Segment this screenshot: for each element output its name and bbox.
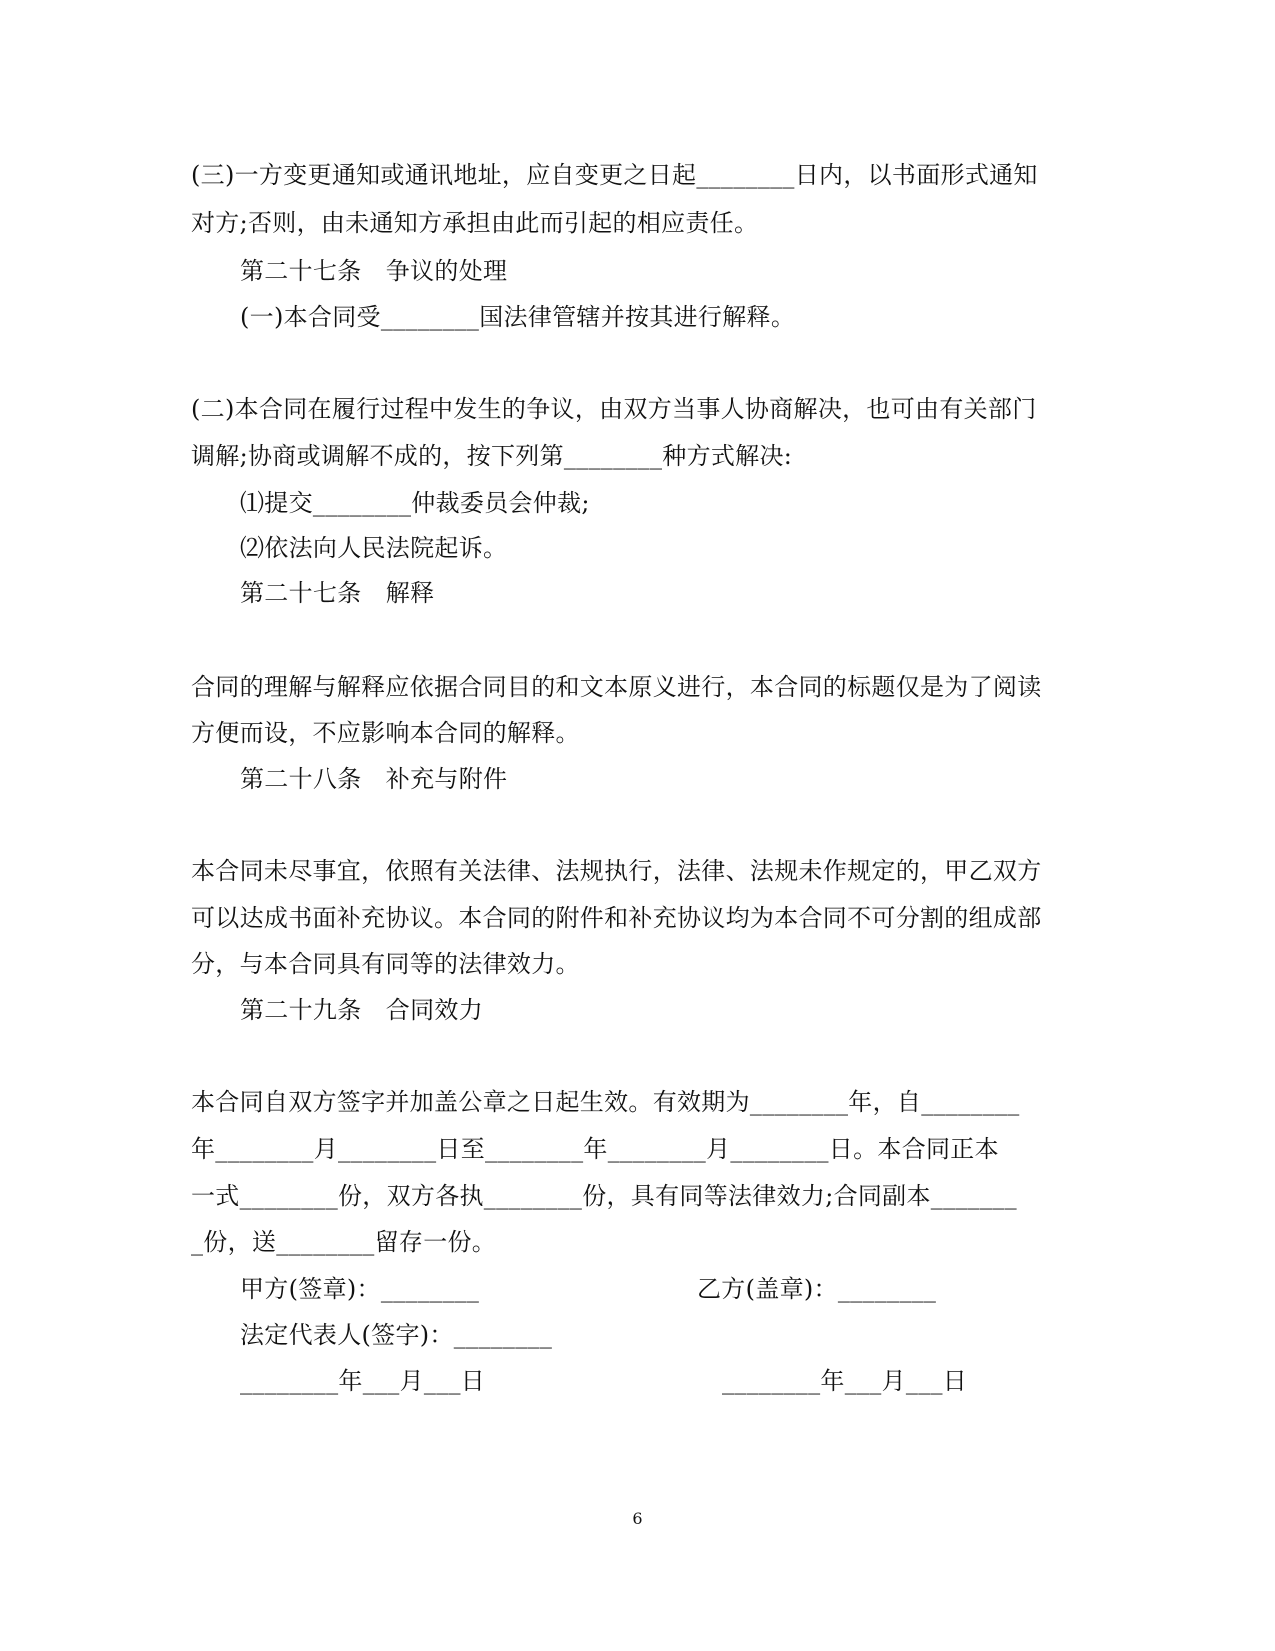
article-heading: 第二十八条 补充与附件	[240, 765, 508, 793]
party-b-date: ________年___月___日	[722, 1367, 968, 1395]
list-item: ⑵依法向人民法院起诉。	[240, 534, 508, 562]
paragraph-line: 合同的理解与解释应依据合同目的和文本原义进行，本合同的标题仅是为了阅读	[191, 673, 1042, 701]
page-number: 6	[632, 1509, 643, 1528]
party-b-seal: 乙方(盖章)：________	[697, 1275, 937, 1303]
paragraph-line: 对方;否则，由未通知方承担由此而引起的相应责任。	[191, 209, 759, 237]
paragraph-line: (三)一方变更通知或通讯地址，应自变更之日起________日内，以书面形式通知	[191, 161, 1038, 189]
paragraph-line: 年________月________日至________年________月________日。本合同正本	[191, 1135, 999, 1163]
legal-representative-signature: 法定代表人(签字)：________	[240, 1321, 553, 1349]
paragraph-line: 本合同未尽事宜，依照有关法律、法规执行，法律、法规未作规定的，甲乙双方	[191, 857, 1042, 885]
paragraph-line: 调解;协商或调解不成的，按下列第________种方式解决:	[191, 442, 793, 470]
paragraph-line: (一)本合同受________国法律管辖并按其进行解释。	[240, 303, 796, 331]
list-item: ⑴提交________仲裁委员会仲裁;	[240, 489, 590, 517]
paragraph-line: 可以达成书面补充协议。本合同的附件和补充协议均为本合同不可分割的组成部	[191, 904, 1042, 932]
paragraph-line: 一式________份，双方各执________份，具有同等法律效力;合同副本_______	[191, 1182, 1017, 1210]
article-heading: 第二十七条 解释	[240, 579, 435, 607]
paragraph-line: _份，送________留存一份。	[191, 1228, 497, 1256]
article-heading: 第二十七条 争议的处理	[240, 257, 508, 285]
party-a-signature: 甲方(签章)：________	[240, 1275, 480, 1303]
paragraph-line: 本合同自双方签字并加盖公章之日起生效。有效期为________年，自________	[191, 1088, 1020, 1116]
paragraph-line: 方便而设，不应影响本合同的解释。	[191, 719, 580, 747]
paragraph-line: 分，与本合同具有同等的法律效力。	[191, 950, 580, 978]
article-heading: 第二十九条 合同效力	[240, 996, 483, 1024]
paragraph-line: (二)本合同在履行过程中发生的争议，由双方当事人协商解决，也可由有关部门	[191, 395, 1037, 423]
party-a-date: ________年___月___日	[240, 1367, 486, 1395]
